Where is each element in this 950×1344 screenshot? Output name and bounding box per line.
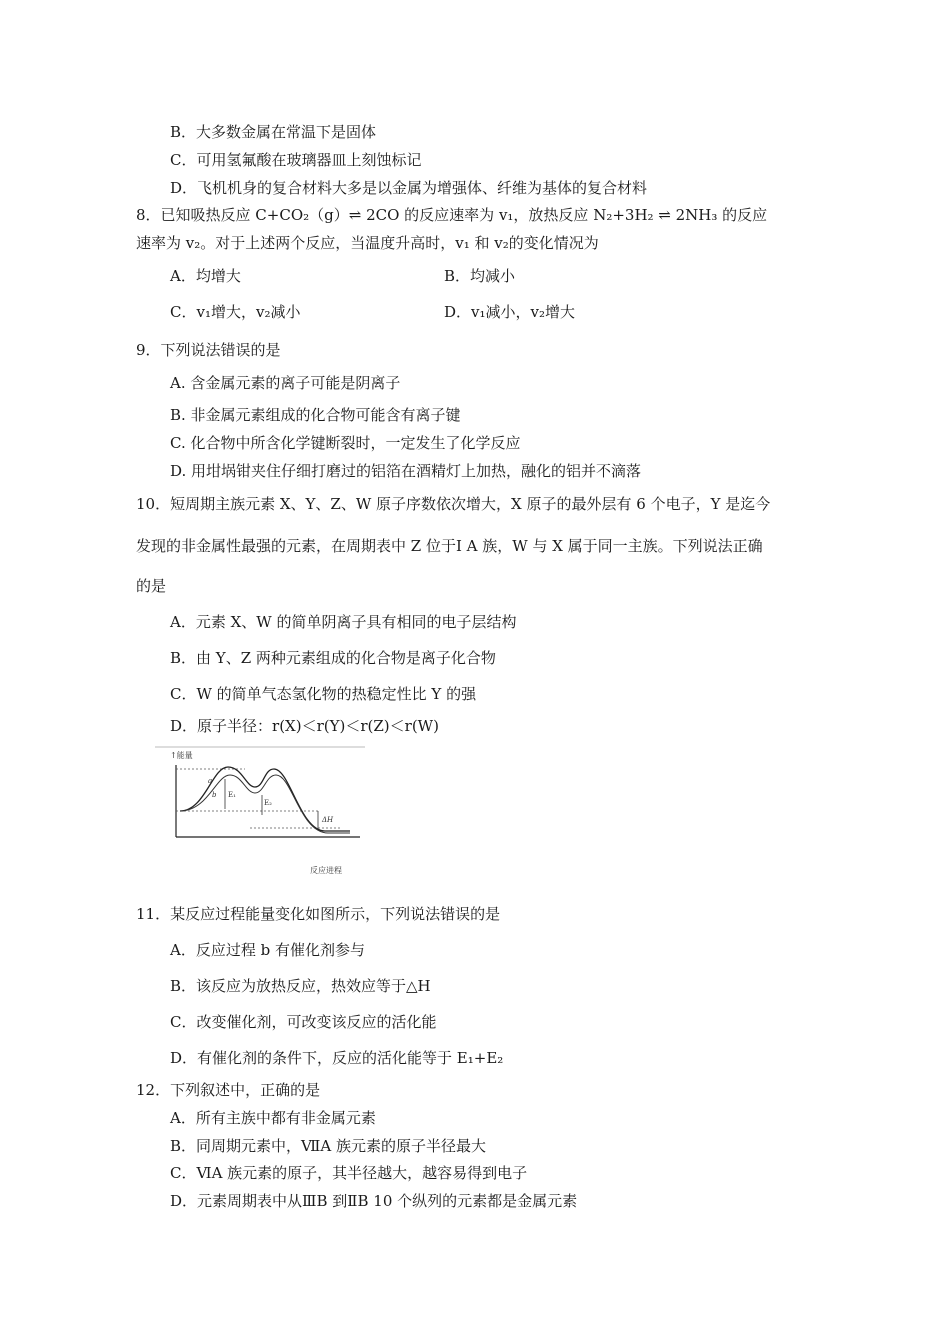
q9-option-b: B. 非金属元素组成的化合物可能含有离子键 [170,406,461,424]
q7-option-b: B．大多数金属在常温下是固体 [170,123,377,141]
q10-stem-line1: 10．短周期主族元素 X、Y、Z、W 原子序数依次增大，X 原子的最外层有 6 个电子，Y 是迄今 [136,495,771,513]
q12-option-c: C．ⅥA 族元素的原子，其半径越大，越容易得到电子 [170,1164,528,1182]
label-curve-a: a [208,777,213,785]
y-axis-label: ↑能量 [170,751,193,760]
label-curve-b: b [212,791,217,799]
q7-option-c: C．可用氢氟酸在玻璃器皿上刻蚀标记 [170,151,422,169]
q12-option-a: A．所有主族中都有非金属元素 [170,1109,376,1127]
q11-option-d: D．有催化剂的条件下，反应的活化能等于 E₁+E₂ [170,1049,504,1067]
q10-stem-line2: 发现的非金属性最强的元素，在周期表中 Z 位于Ⅰ A 族，W 与 X 属于同一主族。下列说法正确 [136,537,763,555]
x-axis-label: 反应进程 [310,866,342,875]
q12-option-d: D．元素周期表中从ⅢB 到ⅡB 10 个纵列的元素都是金属元素 [170,1192,578,1210]
q8-option-d: D．v₁减小，v₂增大 [444,303,576,321]
q10-option-d: D．原子半径：r(X)＜r(Y)＜r(Z)＜r(W) [170,717,439,735]
label-dh: ΔH [322,816,334,824]
q8-stem-line1: 8．已知吸热反应 C+CO₂（g）⇌ 2CO 的反应速率为 v₁，放热反应 N₂+3H₂ ⇌ 2NH₃ 的反应 [136,206,768,224]
energy-diagram [150,745,370,880]
q10-stem-line3: 的是 [136,577,167,595]
q8-stem-line2: 速率为 v₂。对于上述两个反应，当温度升高时，v₁ 和 v₂的变化情况为 [136,234,599,252]
q12-stem: 12．下列叙述中，正确的是 [136,1081,321,1099]
q10-option-a: A．元素 X、W 的简单阴离子具有相同的电子层结构 [170,613,517,631]
q11-option-b: B．该反应为放热反应，热效应等于△H [170,977,431,995]
q11-stem: 11．某反应过程能量变化如图所示，下列说法错误的是 [136,905,501,923]
q9-stem: 9．下列说法错误的是 [136,341,281,359]
label-e1: E₁ [228,791,236,799]
q11-option-a: A．反应过程 b 有催化剂参与 [170,941,365,959]
q8-option-a: A．均增大 [170,267,241,285]
q12-option-b: B．同周期元素中，ⅦA 族元素的原子半径最大 [170,1137,486,1155]
q9-option-d: D. 用坩埚钳夹住仔细打磨过的铝箔在酒精灯上加热，融化的铝并不滴落 [170,462,642,480]
q7-option-d: D．飞机机身的复合材料大多是以金属为增强体、纤维为基体的复合材料 [170,179,648,197]
q11-option-c: C．改变催化剂，可改变该反应的活化能 [170,1013,437,1031]
q9-option-a: A. 含金属元素的离子可能是阴离子 [170,374,401,392]
q10-option-b: B．由 Y、Z 两种元素组成的化合物是离子化合物 [170,649,496,667]
q10-option-c: C．W 的简单气态氢化物的热稳定性比 Y 的强 [170,685,477,703]
label-e2: E₂ [264,799,272,807]
q8-option-c: C．v₁增大，v₂减小 [170,303,301,321]
q9-option-c: C. 化合物中所含化学键断裂时，一定发生了化学反应 [170,434,521,452]
q8-option-b: B．均减小 [444,267,516,285]
